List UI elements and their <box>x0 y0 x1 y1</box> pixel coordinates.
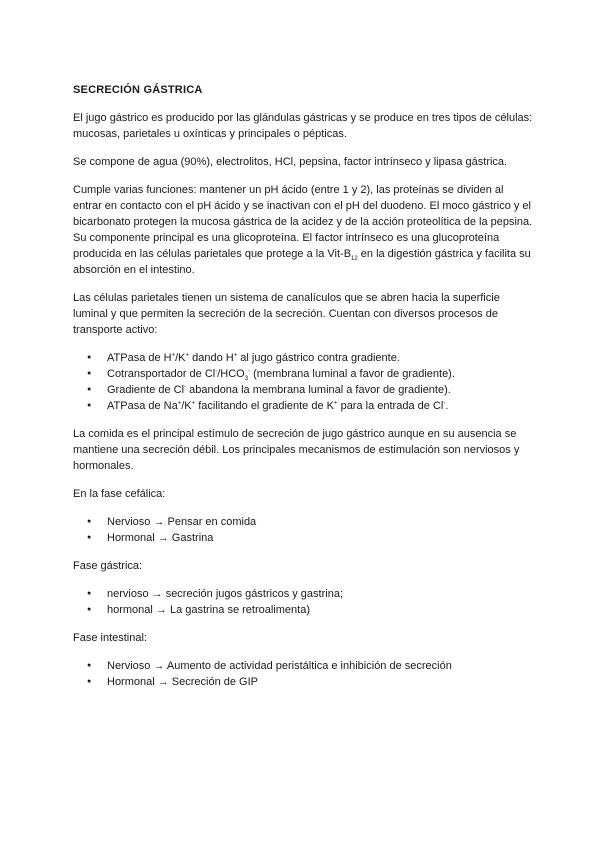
list-item: ● Cotransportador de $Cl^-/HCO_3^-$ (membrana luminal a favor de gradiente). <box>73 366 533 382</box>
functions-text: Cumple varias funciones: mantener un pH ácido (entre 1 y 2), las proteínas se dividen al entrar en contacto con el pH ácido y se inactivan con el pH del duodeno. El moco gástrico y el bicarbonato protegen la mucosa gástrica de la acidez y de la acción proteolítica de la pepsina. Su componente principal es una glicoproteína. El factor intrínseco es una glucoproteína producida en las células parietales que protege a la Vit-B <box>73 184 533 260</box>
paragraph-stimulus: La comida es el principal estímulo de secreción de jugo gástrico aunque en su ausencia se mantiene una secreción débil. Los principales mecanismos de estimulación son nerviosos y hormonales. <box>73 428 520 472</box>
functions-text-end: en la digestión gástrica y facilita su absorción en el intestino. <box>73 248 531 276</box>
gastric-list <box>73 586 533 618</box>
heading-cephalic-phase: En la fase cefálica: <box>73 488 166 500</box>
paragraph-parietal-cells: Las células parietales tienen un sistema de canalículos que se abren hacia la superficie luminal y que permiten la secreción de la secreción. Cuentan con diversos procesos de transporte activo: <box>73 292 500 336</box>
list-item: ● Nervioso → Pensar en comida <box>73 514 533 530</box>
list-item: ● ATPasa de Na+/K+ facilitando el gradiente de K+ para la entrada de Cl-. <box>73 398 533 414</box>
intestinal-list <box>73 658 533 690</box>
list-item: ● Hormonal → Gastrina <box>73 530 533 546</box>
paragraph-intro: El jugo gástrico es producido por las glándulas gástricas y se produce en tres tipos de células: mucosas, parietales u oxínticas y principales o pépticas. <box>73 112 533 140</box>
paragraph-functions <box>73 182 533 278</box>
list-item: ● Gradiente de Cl- abandona la membrana luminal a favor de gradiente). <box>73 382 533 398</box>
heading-gastric-phase: Fase gástrica: <box>73 560 143 572</box>
list-item: ● Hormonal → Secreción de GIP <box>73 674 533 690</box>
list-item: ● ATPasa de H+/K+ dando H+ al jugo gástrico contra gradiente. <box>73 350 533 366</box>
list-item: ● Nervioso → Aumento de actividad peristáltica e inhibición de secreción <box>73 658 533 674</box>
paragraph-composition: Se compone de agua (90%), electrolitos, HCl, pepsina, factor intrínseco y lipasa gástrica. <box>73 156 508 168</box>
page-title: SECRECIÓN GÁSTRICA <box>73 84 203 96</box>
cephalic-list <box>73 514 533 546</box>
list-item: ● nervioso → secreción jugos gástricos y gastrina; <box>73 586 533 602</box>
vitamin-subscript: 12 <box>351 256 358 263</box>
heading-intestinal-phase: Fase intestinal: <box>73 632 147 644</box>
transport-list <box>73 350 533 414</box>
list-item: ● hormonal → La gastrina se retroalimenta) <box>73 602 533 618</box>
document-page <box>73 82 533 702</box>
